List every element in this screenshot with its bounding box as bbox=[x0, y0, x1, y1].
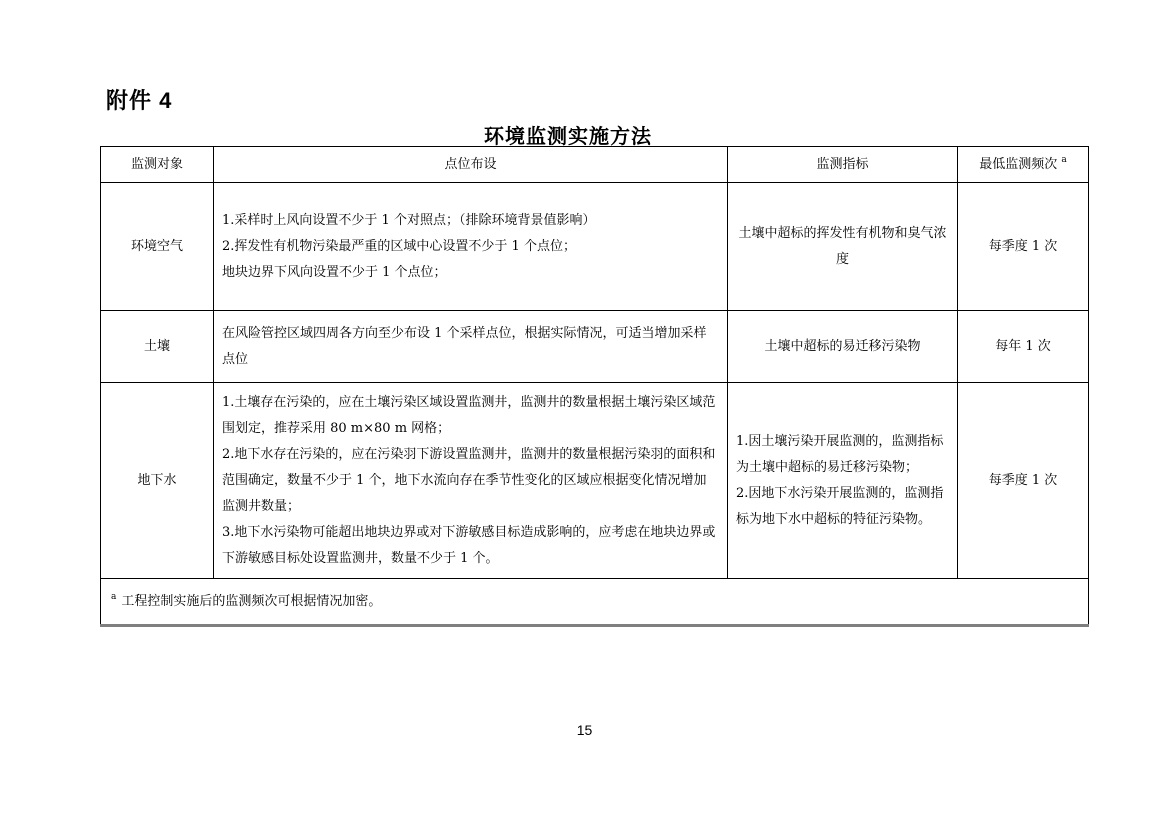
cell-point-layout-soil bbox=[214, 311, 728, 383]
table-footnote-row bbox=[101, 579, 1089, 626]
header-cell-object: 监测对象 bbox=[101, 147, 214, 183]
cell-indicator-air: 土壤中超标的挥发性有机物和臭气浓度 bbox=[728, 183, 958, 311]
layout-paragraph: 1.采样时上风向设置不少于 1 个对照点；（排除环境背景值影响） bbox=[222, 212, 596, 228]
table-row-soil bbox=[101, 311, 1089, 383]
cell-point-layout-air bbox=[214, 183, 728, 311]
indicator-paragraph: 2.因地下水污染开展监测的，监测指标为地下水中超标的特征污染物。 bbox=[736, 485, 944, 527]
table-row-air bbox=[101, 183, 1089, 311]
monitoring-table-wrapper bbox=[100, 146, 1088, 627]
cell-frequency-air: 每季度 1 次 bbox=[958, 183, 1089, 311]
layout-paragraph: 2.地下水存在污染的，应在污染羽下游设置监测井，监测井的数量根据污染羽的面积和范围确定，数量不少于 1 个，地下水流向存在季节性变化的区域应根据变化情况增加监测井数量； bbox=[222, 446, 716, 514]
monitoring-table bbox=[100, 146, 1089, 627]
cell-object-groundwater: 地下水 bbox=[101, 383, 214, 579]
header-frequency-label: 最低监测频次 bbox=[979, 156, 1058, 172]
cell-indicator-soil: 土壤中超标的易迁移污染物 bbox=[728, 311, 958, 383]
header-footnote-marker: a bbox=[1061, 155, 1067, 166]
cell-frequency-soil: 每年 1 次 bbox=[958, 311, 1089, 383]
footnote-text: 工程控制实施后的监测频次可根据情况加密。 bbox=[121, 593, 382, 609]
cell-object-air: 环境空气 bbox=[101, 183, 214, 311]
cell-object-soil: 土壤 bbox=[101, 311, 214, 383]
cell-point-layout-groundwater bbox=[214, 383, 728, 579]
layout-paragraph: 3.地下水污染物可能超出地块边界或对下游敏感目标造成影响的，应考虑在地块边界或下游敏感目标处设置监测井，数量不少于 1 个。 bbox=[222, 524, 716, 566]
footnote-cell bbox=[101, 579, 1089, 626]
layout-paragraph: 1.土壤存在污染的，应在土壤污染区域设置监测井，监测井的数量根据土壤污染区域范围划定，推荐采用 80 m×80 m 网格； bbox=[222, 394, 716, 436]
attachment-label: 附件 4 bbox=[106, 88, 173, 113]
header-cell-indicator: 监测指标 bbox=[728, 147, 958, 183]
header-cell-point-layout: 点位布设 bbox=[214, 147, 728, 183]
table-row-groundwater bbox=[101, 383, 1089, 579]
indicator-paragraph: 1.因土壤污染开展监测的，监测指标为土壤中超标的易迁移污染物； bbox=[736, 433, 944, 475]
page-number: 15 bbox=[576, 722, 593, 738]
cell-frequency-groundwater: 每季度 1 次 bbox=[958, 383, 1089, 579]
layout-paragraph: 在风险管控区域四周各方向至少布设 1 个采样点位，根据实际情况，可适当增加采样点位 bbox=[222, 325, 707, 367]
table-header-row bbox=[101, 147, 1089, 183]
document-title: 环境监测实施方法 bbox=[484, 124, 652, 148]
layout-paragraph: 地块边界下风向设置不少于 1 个点位； bbox=[222, 264, 447, 280]
layout-paragraph: 2.挥发性有机物污染最严重的区域中心设置不少于 1 个点位； bbox=[222, 238, 576, 254]
header-cell-frequency bbox=[958, 147, 1089, 183]
footnote-marker: a bbox=[111, 592, 117, 603]
cell-indicator-groundwater bbox=[728, 383, 958, 579]
